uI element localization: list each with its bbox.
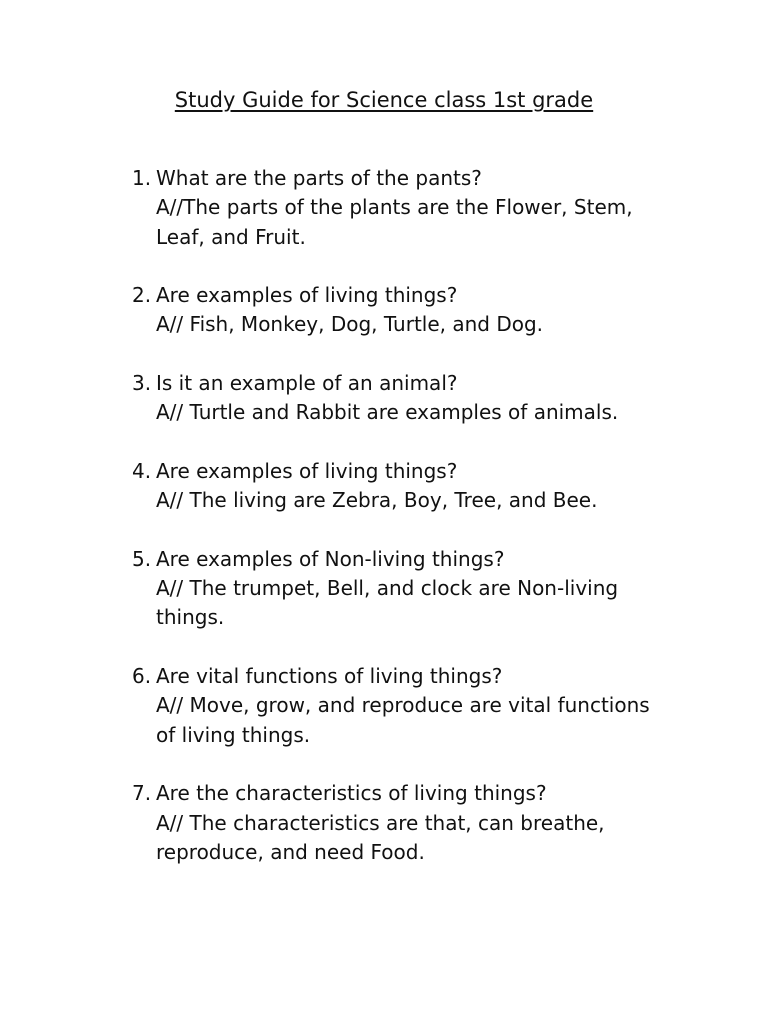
answer-text: A// The characteristics are that, can breathe, reproduce, and need Food. <box>156 810 605 864</box>
question-text: Are examples of living things? <box>156 283 458 308</box>
question-text: Are examples of living things? <box>156 458 458 483</box>
question-item-6 <box>132 662 652 750</box>
answer-text: A// Fish, Monkey, Dog, Turtle, and Dog. <box>156 312 544 337</box>
question-number: 4. <box>132 458 152 483</box>
answer-text: A// Move, grow, and reproduce are vital functions of living things. <box>156 693 650 747</box>
question-text: Are the characteristics of living things? <box>156 781 547 806</box>
question-item-5 <box>132 545 652 633</box>
answer-text: A// The trumpet, Bell, and clock are Non-living things. <box>156 576 619 630</box>
question-item-7 <box>132 779 652 867</box>
question-text: Are examples of Non-living things? <box>156 546 505 571</box>
question-number: 2. <box>132 283 152 308</box>
question-text: What are the parts of the pants? <box>156 166 482 190</box>
question-item-3 <box>132 369 652 428</box>
question-item-4 <box>132 457 652 516</box>
question-text: Is it an example of an animal? <box>156 371 458 396</box>
question-number: 7. <box>132 781 152 806</box>
question-number: 1. <box>132 166 152 190</box>
answer-text: A// The living are Zebra, Boy, Tree, and Bee. <box>156 488 598 513</box>
question-item-1 <box>132 164 652 252</box>
question-number: 5. <box>132 546 152 571</box>
question-list <box>132 164 652 896</box>
question-number: 6. <box>132 664 152 689</box>
question-item-2 <box>132 281 652 340</box>
answer-text: A// Turtle and Rabbit are examples of animals. <box>156 400 619 425</box>
answer-text: A//The parts of the plants are the Flower, Stem, Leaf, and Fruit. <box>156 195 633 249</box>
question-text: Are vital functions of living things? <box>156 664 503 689</box>
question-number: 3. <box>132 371 152 396</box>
page-title: Study Guide for Science class 1st grade <box>174 88 594 112</box>
